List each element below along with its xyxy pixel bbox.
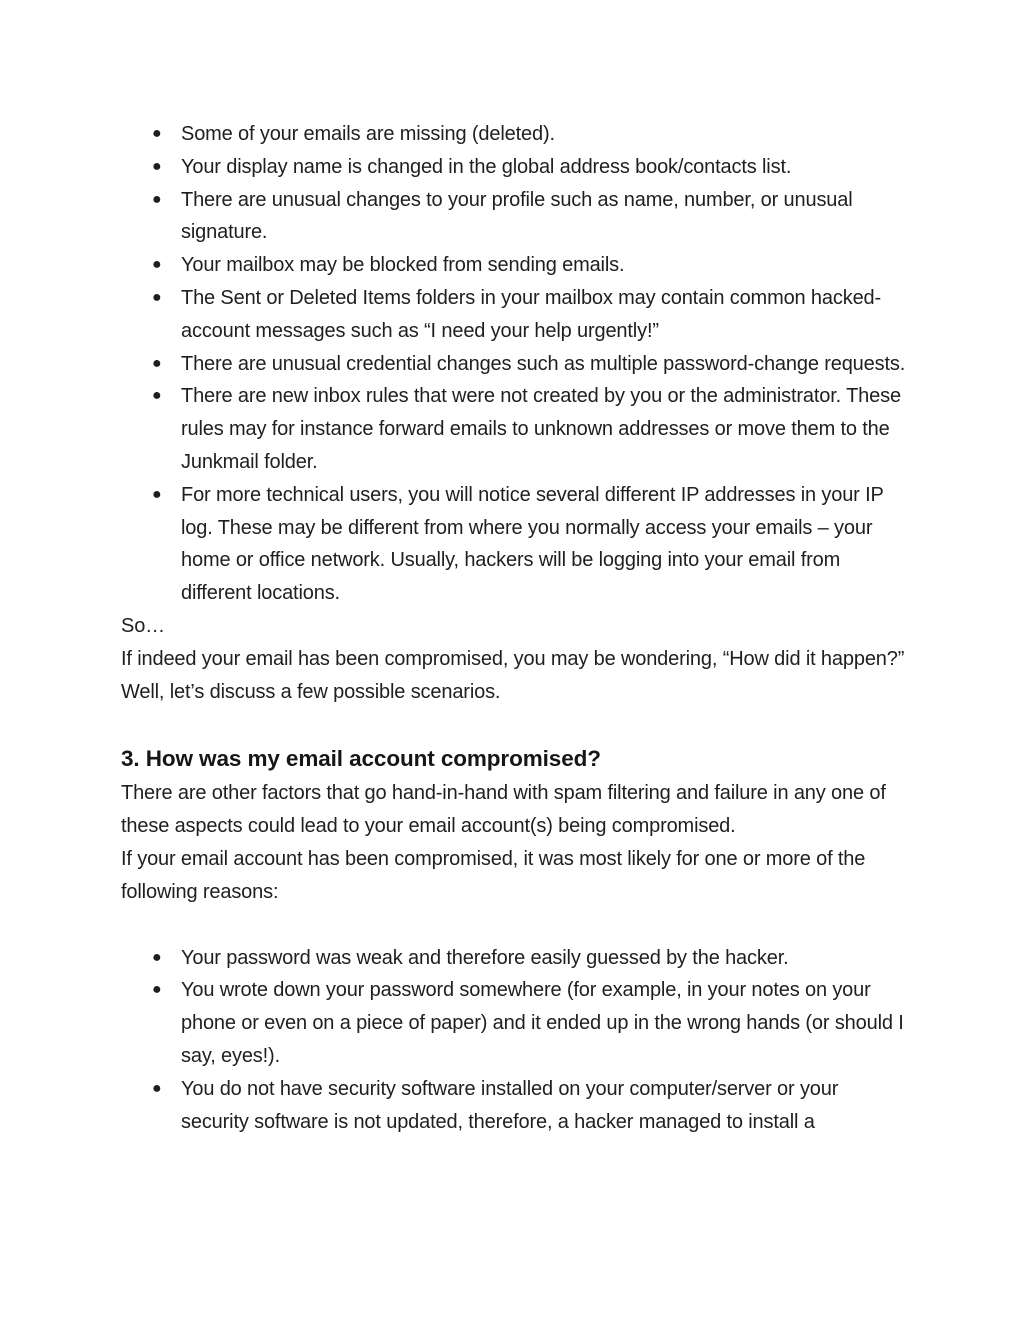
intro-paragraph: If indeed your email has been compromised, you may be wondering, “How did it happen?” Well, let’s discuss a few possible scenarios. (121, 647, 905, 703)
list-item (152, 184, 911, 250)
bullet-icon: ● (152, 485, 162, 503)
list-item-text: Your display name is changed in the global address book/contacts list. (181, 155, 792, 178)
list-item (152, 249, 911, 282)
list-item (152, 118, 911, 151)
bullet-icon: ● (152, 354, 162, 372)
list-item-text: There are unusual changes to your profile such as name, number, or unusual signature. (181, 188, 853, 244)
list-item (152, 282, 911, 348)
list-item (152, 348, 911, 381)
list-item-text: For more technical users, you will notice several different IP addresses in your IP log. These may be different from where you normally access your emails – your home or office network. Usually, hackers will be logging into your email from different locations. (181, 483, 884, 605)
list-item-text: Some of your emails are missing (deleted). (181, 123, 555, 145)
list-item (152, 151, 911, 184)
list-item-text: Your mailbox may be blocked from sending emails. (181, 254, 625, 277)
section-paragraph-1: There are other factors that go hand-in-hand with spam filtering and failure in any one of these aspects could lead to your email account(s) being compromised. (121, 782, 886, 838)
list-item-text: There are unusual credential changes such as multiple password-change requests. (181, 352, 906, 375)
bullet-icon: ● (152, 125, 162, 142)
list-item-text: There are new inbox rules that were not created by you or the administrator. These rules may for instance forward emails to unknown addresses or move them to the Junkmail folder. (181, 385, 901, 473)
bullet-icon: ● (152, 288, 162, 306)
bullet-icon: ● (152, 1079, 162, 1097)
list-item (152, 974, 911, 1072)
list-item-text: You wrote down your password somewhere (for example, in your notes on your phone or even on a piece of paper) and it ended up in the wrong hands (or should I say, eyes!). (181, 979, 904, 1067)
list-item-text: You do not have security software installed on your computer/server or your security software is not updated, therefore, a hacker managed to install a (181, 1077, 839, 1133)
list-item (152, 380, 911, 478)
spacer (121, 909, 911, 942)
bullet-icon: ● (152, 157, 162, 175)
so-text: So… (121, 614, 166, 637)
bullet-icon: ● (152, 948, 162, 966)
bullet-icon: ● (152, 387, 162, 405)
section-paragraph-2: If your email account has been compromised, it was most likely for one or more of the following reasons: (121, 847, 866, 903)
bullet-icon: ● (152, 256, 162, 274)
spacer (121, 708, 911, 741)
list-item (152, 942, 911, 975)
list-item (152, 1073, 911, 1139)
bullet-icon: ● (152, 190, 162, 208)
compromise-reasons-list (121, 942, 911, 1139)
list-item (152, 479, 911, 610)
section-heading: 3. How was my email account compromised? (121, 746, 601, 772)
list-item-text: Your password was weak and therefore easily guessed by the hacker. (181, 946, 789, 969)
bullet-icon: ● (152, 981, 162, 999)
compromise-signs-list (121, 118, 911, 610)
document-body (121, 118, 911, 1138)
list-item-text: The Sent or Deleted Items folders in your mailbox may contain common hacked-account messages such as “I need your help urgently!” (181, 286, 882, 342)
